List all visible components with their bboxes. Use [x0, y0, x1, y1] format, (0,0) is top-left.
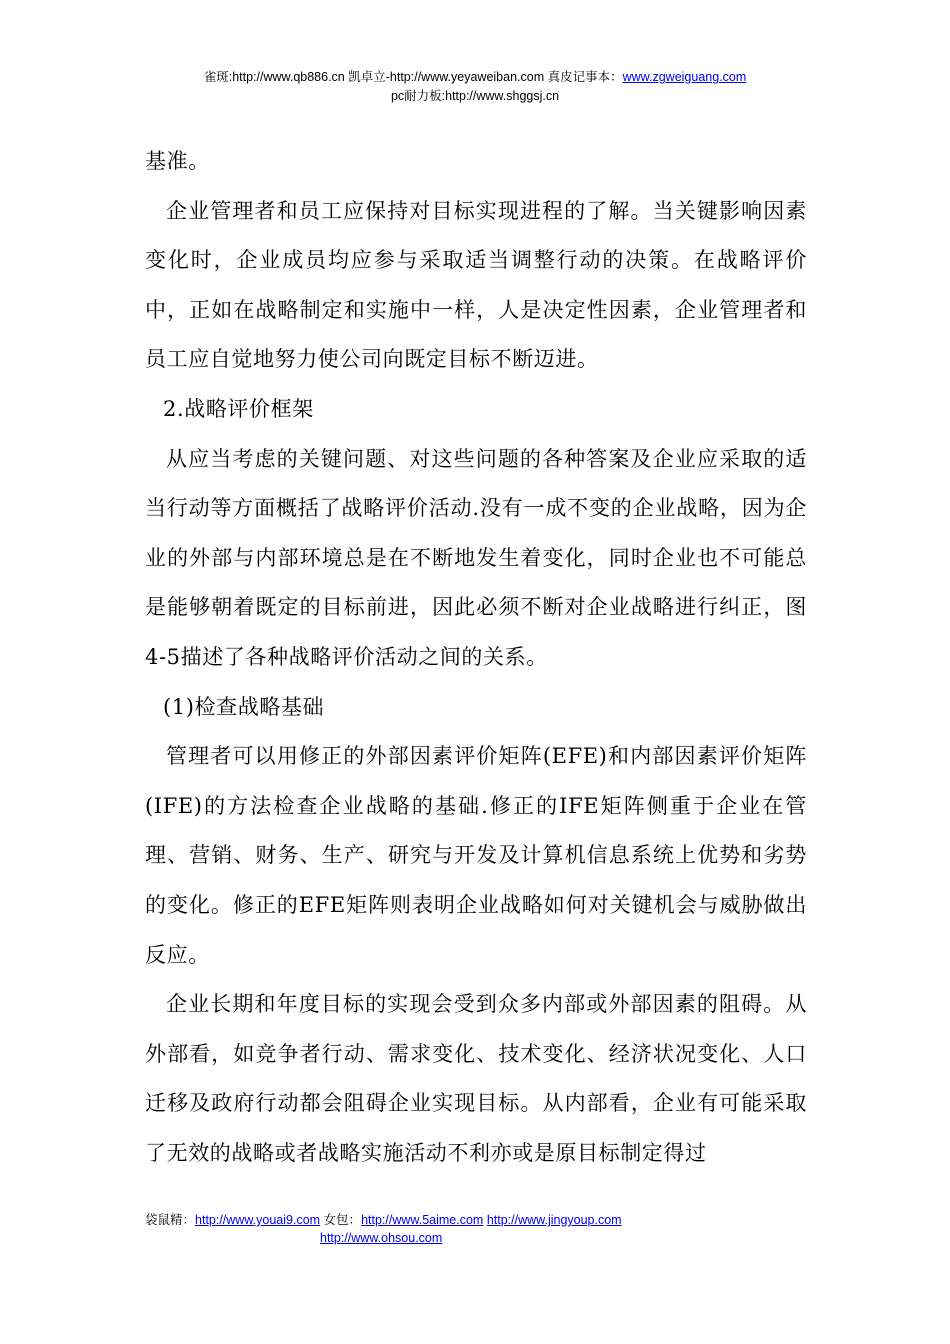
paragraph: 企业长期和年度目标的实现会受到众多内部或外部因素的阻碍。从外部看，如竞争者行动、需求变化、技术变化、经济状况变化、人口迁移及政府行动都会阻碍企业实现目标。从内部看，企业有可能采取了无效的战略或者战略实施活动不利亦或是原目标制定得过: [145, 992, 807, 1165]
footer-line-1: [145, 1211, 622, 1229]
footer-label: 女包：: [320, 1213, 362, 1227]
header-link[interactable]: www.zgweiguang.com: [622, 70, 747, 84]
footer-link[interactable]: http://www.youai9.com: [195, 1213, 321, 1227]
footer-line-2: [145, 1229, 622, 1247]
page-footer: [145, 1211, 622, 1247]
paragraph: 企业管理者和员工应保持对目标实现进程的了解。当关键影响因素变化时，企业成员均应参与采取适当调整行动的决策。在战略评价中，正如在战略制定和实施中一样，人是决定性因素，企业管理者和员工应自觉地努力使公司向既定目标不断迈进。: [145, 198, 807, 372]
paragraph: 从应当考虑的关键问题、对这些问题的各种答案及企业应采取的适当行动等方面概括了战略评价活动.没有一成不变的企业战略，因为企业的外部与内部环境总是在不断地发生着变化，同时企业也不可能总是能够朝着既定的目标前进，因此必须不断对企业战略进行纠正，图4-5描述了各种战略评价活动之间的关系。: [145, 446, 807, 669]
footer-link[interactable]: http://www.ohsou.com: [320, 1231, 443, 1245]
document-body: [145, 137, 807, 1178]
paragraph-continuation: 基准。: [145, 149, 210, 173]
header-text: 雀斑:http://www.qb886.cn 凯卓立-http://www.yeyaweiban.com 真皮记事本：: [203, 70, 623, 84]
paragraph: 管理者可以用修正的外部因素评价矩阵(EFE)和内部因素评价矩阵(IFE)的方法检查企业战略的基础.修正的IFE矩阵侧重于企业在管理、营销、财务、生产、研究与开发及计算机信息系统上优势和劣势的变化。修正的EFE矩阵则表明企业战略如何对关键机会与威胁做出反应。: [145, 744, 807, 967]
subsection-heading: (1)检查战略基础: [163, 694, 325, 719]
footer-link[interactable]: http://www.5aime.com: [361, 1213, 484, 1227]
header-line-1: [100, 68, 850, 87]
header-line-2: pc耐力板:http://www.shggsj.cn: [390, 89, 560, 103]
footer-label: 袋鼠精：: [145, 1213, 196, 1227]
footer-link[interactable]: http://www.jingyoup.com: [486, 1213, 622, 1227]
section-heading: 2.战略评价框架: [163, 396, 314, 421]
page-header: [100, 68, 850, 106]
